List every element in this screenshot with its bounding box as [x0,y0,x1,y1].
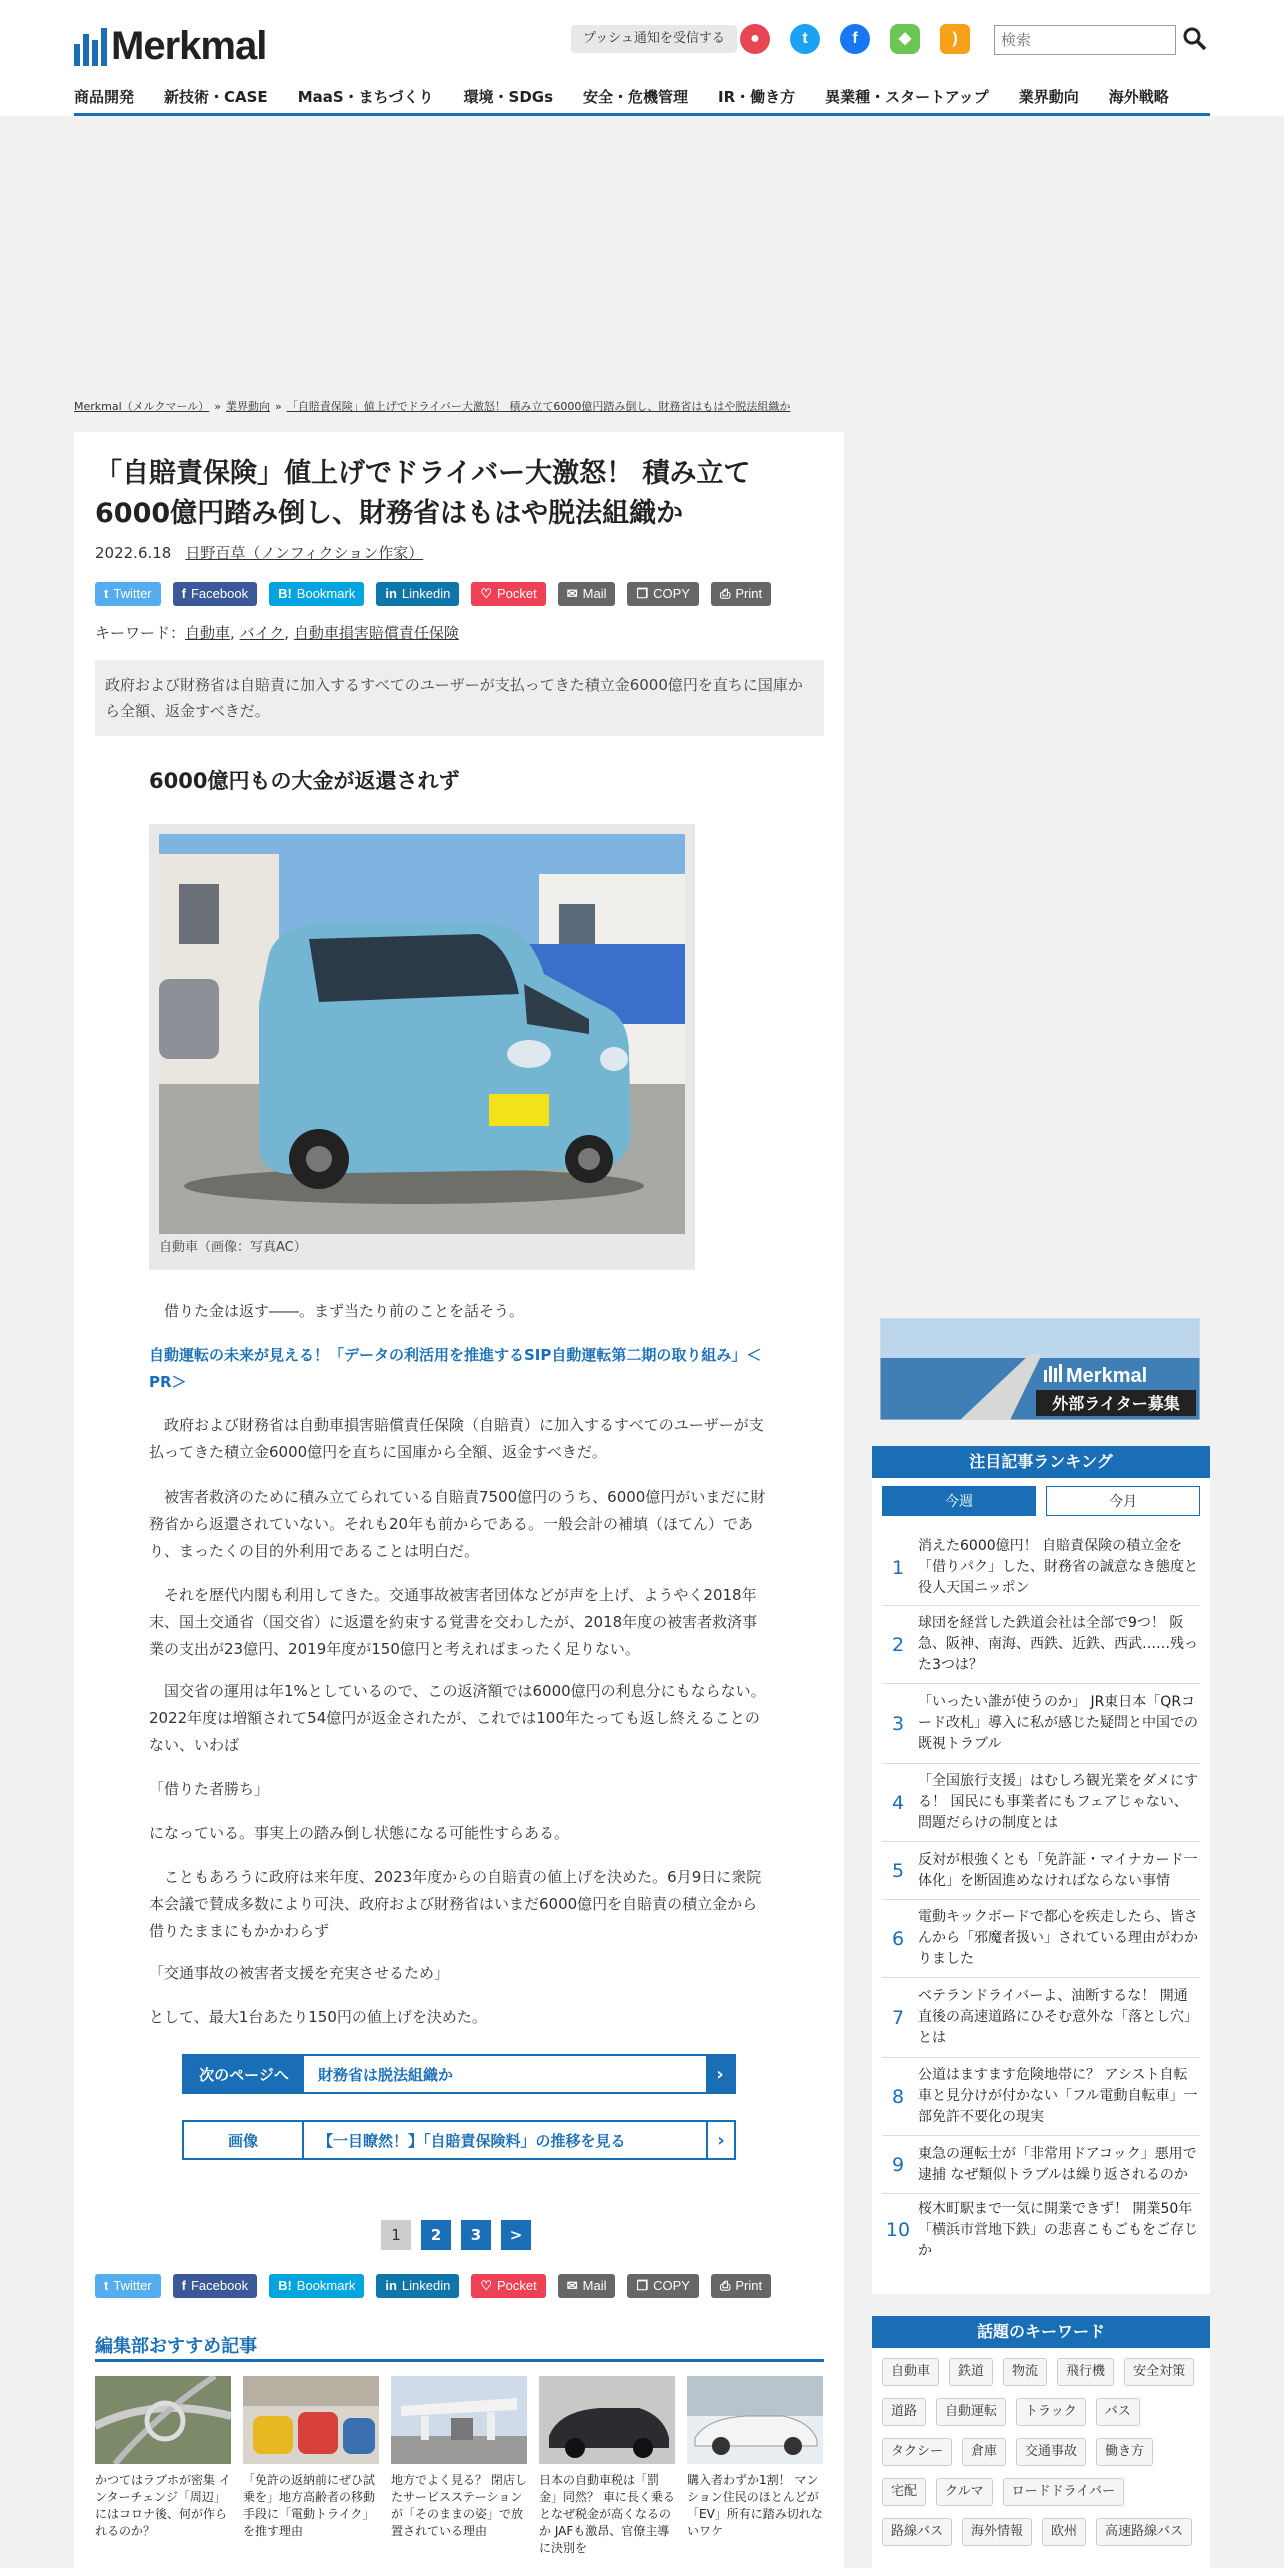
rank-number: 1 [891,1556,905,1579]
share-hatena-button[interactable]: B! Bookmark [269,2274,364,2298]
share-mail-button[interactable]: ✉ Mail [558,2274,616,2298]
image-label: 画像 [184,2122,304,2158]
recommended-title: 地方でよく見る？ 閉店したサービスステーションが「そのままの姿」で放置されている理由 [391,2473,527,2538]
body-paragraph: こともあろうに政府は来年度、2023年度からの自賠責の値上げを決めた。6月9日に衆院本会議で賛成多数により可決、政府および財務省はいまだ6000億円を自賠責の積立金から借りたままにもかかわらず [149,1868,762,1940]
keyword-tag[interactable]: 自動車 [882,2358,939,2386]
nav-item[interactable]: 安全・危機管理 [583,88,689,106]
keyword-tag[interactable]: 物流 [1003,2358,1047,2386]
keyword-link[interactable]: 自動車損害賠償責任保険 [293,624,459,642]
twitter-icon[interactable]: t [790,24,820,54]
ranking-title: 反対が根強くとも「免許証・マイナカード一体化」を断固進めなければならない事情 [918,1851,1198,1889]
share-pocket-button[interactable]: ♡ Pocket [471,582,545,606]
nav-item[interactable]: 新技術・CASE [164,88,268,106]
body-paragraph: 借りた金は返す――。まず当たり前のことを話そう。 [164,1302,525,1320]
keyword-tag[interactable]: 高速路線バス [1096,2518,1192,2546]
ranking-item[interactable] [882,2136,1200,2194]
keyword-link[interactable]: バイク [239,624,285,642]
copy-icon: ❐ [636,586,649,601]
share-print-button[interactable]: ⎙ Print [711,2274,771,2298]
ranking-item[interactable] [882,1900,1200,1978]
banner-logo-text: Merkmal [1066,1365,1148,1387]
keyword-tag[interactable]: 欧州 [1042,2518,1086,2546]
logo-bars-icon [74,28,107,66]
recommended-thumbnail [391,2376,527,2464]
keyword-tag[interactable]: バス [1096,2398,1140,2426]
keyword-list [882,2358,1202,2546]
body-quote: 「借りた者勝ち」 [149,1780,270,1798]
share-twitter-button[interactable]: t Twitter [95,2274,161,2298]
ranking-title: 電動キックボードで都心を疾走したら、皆さんから「邪魔者扱い」されている理由がわかりました [918,1909,1198,1967]
recommended-thumbnail [243,2376,379,2464]
chevron-right-icon: › [706,2056,734,2092]
hatena-icon: B! [278,586,292,601]
twitter-icon: t [104,2278,109,2293]
rank-number: 8 [891,2085,905,2108]
bell-icon[interactable]: ● [740,24,770,54]
print-icon: ⎙ [719,586,731,601]
ranking-title: 「全国旅行支援」はむしろ観光業をダメにする！ 国民にも事業者にもフェアじゃない、問題だらけの制度とは [918,1773,1198,1831]
rank-number: 9 [891,2153,905,2176]
next-page-button[interactable] [182,2054,736,2094]
rss-icon[interactable]: ) [940,24,970,54]
recommended-title: 日本の自動車税は「罰金」同然？ 車に長く乗るとなぜ税金が高くなるのか JAFも激昂、官僚主導に決別を [539,2473,675,2555]
mail-icon: ✉ [566,586,578,601]
recommended-item[interactable] [391,2376,527,2540]
share-linkedin-button[interactable]: in Linkedin [376,582,459,606]
ranking-item[interactable] [882,1606,1200,1684]
share-hatena-button[interactable]: B! Bookmark [269,582,364,606]
article-meta [95,542,423,563]
hatena-icon: B! [278,2278,292,2293]
push-notification-button[interactable]: プッシュ通知を受信する [571,25,737,53]
recommended-thumbnail [687,2376,823,2464]
breadcrumb-category[interactable]: 業界動向 [225,400,270,413]
ranking-title: 「いったい誰が使うのか」 JR東日本「QRコード改札」導入に私が感じた疑問と中国での既視トラブル [918,1694,1198,1752]
share-bar-bottom [95,2274,771,2298]
chevron-right-icon: › [706,2122,734,2158]
recommended-heading: 編集部おすすめ記事 [95,2332,824,2362]
share-copy-button[interactable]: ❐ COPY [627,2274,699,2298]
search-input[interactable] [994,25,1176,55]
mail-icon: ✉ [566,2278,578,2293]
ranking-item[interactable] [882,1764,1200,1842]
facebook-icon: f [181,2278,186,2293]
nav-item[interactable]: 環境・SDGs [463,88,554,106]
ranking-title: 消えた6000億円！ 自賠責保険の積立金を「借りパク」した、財務省の誠意なき態度と役人天国ニッポン [918,1538,1198,1596]
keyword-tag[interactable]: トラック [1016,2398,1086,2426]
keyword-tag[interactable]: 自動運転 [936,2398,1006,2426]
share-mail-button[interactable]: ✉ Mail [558,582,616,606]
body-paragraph: 政府および財務省は自動車損害賠償責任保険（自賠責）に加入するすべてのユーザーが支払ってきた積立金6000億円を直ちに国庫から全額、返金すべきだ。 [149,1416,764,1461]
article-photo [149,824,695,1270]
nav-item[interactable]: IR・働き方 [718,88,796,106]
pocket-icon: ♡ [480,586,492,601]
linkedin-icon: in [385,2278,397,2293]
breadcrumb-home[interactable]: Merkmal（メルクマール） [74,400,210,413]
banner-image [880,1318,1200,1420]
facebook-icon: f [181,586,186,601]
section-heading: 6000億円もの大金が返還されず [149,769,460,793]
keyword-link[interactable]: 自動車 [185,624,231,642]
share-facebook-button[interactable]: f Facebook [173,582,257,606]
keyword-tag[interactable]: 飛行機 [1057,2358,1114,2386]
recommended-item[interactable] [95,2376,231,2540]
ranking-item[interactable] [882,2194,1200,2266]
page-2[interactable]: 2 [421,2220,451,2250]
recommended-thumbnail [539,2376,675,2464]
article-date: 2022.6.18 [95,544,172,562]
keyword-tag[interactable]: 道路 [882,2398,926,2426]
rank-number: 5 [891,1859,905,1882]
article-title: 「自賠責保険」値上げでドライバー大激怒！ 積み立て6000億円踏み倒し、財務省はもはや脱法組織か [95,458,751,529]
article-author[interactable]: 日野百草（ノンフィクション作家） [185,544,424,562]
article-keywords: キーワード：自動車, バイク, 自動車損害賠償責任保険 [95,624,459,642]
global-nav [74,84,1210,116]
share-copy-button[interactable]: ❐ COPY [627,582,699,606]
twitter-icon: t [104,586,109,601]
linkedin-icon: in [385,586,397,601]
ranking-title: 東急の運転士が「非常用ドアコック」悪用で逮捕 なぜ類似トラブルは繰り返されるのか [918,2145,1197,2183]
keyword-tag[interactable]: 海外情報 [962,2518,1032,2546]
nav-item[interactable]: 商品開発 [74,88,135,106]
rank-number: 3 [891,1712,905,1735]
rank-number: 10 [885,2219,911,2241]
keyword-tag[interactable]: 倉庫 [962,2438,1006,2466]
nav-item[interactable]: 海外戦略 [1108,88,1169,106]
body-paragraph: それを歴代内閣も利用してきた。交通事故被害者団体などが声を上げ、ようやく2018年末、国土交通省（国交省）に返還を約束する覚書を交わしたが、2018年度の被害者救済事業の支出が23億円、2019年度が150億円と考えればまったく足りない。 [149,1586,758,1658]
next-page-label: 次のページへ [184,2056,304,2092]
page-3[interactable]: 3 [461,2220,491,2250]
nav-item[interactable]: MaaS・まちづくり [297,88,434,106]
site-logo[interactable] [74,22,266,66]
print-icon: ⎙ [719,2278,731,2293]
search-icon[interactable] [1182,26,1208,52]
page-next[interactable]: > [501,2220,531,2250]
ranking-title: 公道はますます危険地帯に？ アシスト自転車と見分けが付かない「フル電動自転車」一部免許不要化の現実 [918,2067,1198,2125]
nav-item[interactable]: 業界動向 [1018,88,1079,106]
recommended-thumbnail [95,2376,231,2464]
keyword-tag[interactable]: ロードドライバー [1003,2478,1124,2506]
keywords-heading: 話題のキーワード [872,2316,1210,2348]
rank-number: 7 [891,2006,905,2029]
facebook-icon[interactable]: f [840,24,870,54]
keyword-tag[interactable]: 安全対策 [1124,2358,1194,2386]
article [74,432,844,2568]
share-print-button[interactable]: ⎙ Print [711,582,771,606]
body-paragraph: になっている。事実上の踏み倒し状態になる可能性すらある。 [149,1824,570,1842]
tab-this-week[interactable]: 今週 [882,1486,1036,1516]
body-paragraph: として、最大1台あたり150円の値上げを決めた。 [149,2008,487,2026]
writer-recruit-banner[interactable] [880,1318,1200,1420]
rank-number: 2 [891,1633,905,1656]
recommended-item[interactable] [243,2376,379,2540]
pocket-icon: ♡ [480,2278,492,2293]
recommended-title: 「免許の返納前にぜひ試乗を」地方高齢者の移動手段に「電動トライク」を推す理由 [243,2473,376,2538]
breadcrumb-current[interactable]: 「自賠責保険」値上げでドライバー大激怒！ 積み立て6000億円踏み倒し、財務省はもはや脱法組織か [286,400,791,413]
keyword-tag[interactable]: 働き方 [1096,2438,1153,2466]
ranking-item[interactable] [882,1530,1200,1606]
keyword-tag[interactable]: 鉄道 [949,2358,993,2386]
keyword-cloud [872,2348,1210,2568]
car-photo [159,834,685,1234]
share-linkedin-button[interactable]: in Linkedin [376,2274,459,2298]
body-quote: 「交通事故の被害者支援を充実させるため」 [149,1964,450,1982]
site-header [0,0,1284,116]
article-lead: 政府および財務省は自賠責に加入するすべてのユーザーが支払ってきた積立金6000億円を直ちに国庫から全額、返金すべきだ。 [95,660,824,736]
rank-number: 6 [891,1927,905,1950]
keyword-tag[interactable]: 宅配 [882,2478,926,2506]
ranking-heading: 注目記事ランキング [872,1446,1210,1478]
recommended-title: かつてはラブホが密集 インターチェンジ「周辺」にはコロナ後、何が作られるのか？ [95,2473,231,2538]
keyword-tag[interactable]: 交通事故 [1016,2438,1086,2466]
recommended-item[interactable] [539,2376,675,2557]
image-gallery-button[interactable] [182,2120,736,2160]
feedly-icon[interactable]: ◆ [890,24,920,54]
pagination [381,2220,531,2250]
ranking-list [872,1478,1210,2294]
nav-item[interactable]: 異業種・スタートアップ [825,88,989,106]
recommended-title: 購入者わずか1割！ マンション住民のほとんどが「EV」所有に踏み切れないワケ [687,2473,823,2538]
recommended-item[interactable] [687,2376,823,2540]
tab-this-month[interactable]: 今月 [1046,1486,1200,1516]
ranking-item[interactable] [882,1978,1200,2058]
ranking-title: ベテランドライバーよ、油断するな！ 開通直後の高速道路にひそむ意外な「落とし穴」とは [918,1988,1198,2046]
copy-icon: ❐ [636,2278,649,2293]
photo-caption: 自動車（画像：写真AC） [159,1240,307,1255]
share-bar-top [95,582,771,606]
logo-text: Merkmal [111,24,267,68]
ranking-title: 桜木町駅まで一気に開業できず！ 開業50年「横浜市営地下鉄」の悲喜こもごもをご存じか [918,2200,1198,2259]
banner-text: 外部ライター募集 [1052,1394,1180,1413]
keyword-tag[interactable]: 路線バス [882,2518,952,2546]
keyword-tag[interactable]: クルマ [936,2478,993,2506]
rank-number: 4 [891,1791,905,1814]
ranking-tabs [882,1486,1200,1516]
ranking-item[interactable] [882,1842,1200,1900]
body-paragraph: 被害者救済のために積み立てられている自賠責7500億円のうち、6000億円がいまだに財務省から返還されていない。それも20年も前からである。一般会計の補填（ほてん）であり、まったくの目的外利用であることは明白だ。 [149,1488,766,1560]
ranking-item[interactable] [882,1684,1200,1764]
share-twitter-button[interactable]: t Twitter [95,582,161,606]
pr-link[interactable]: 自動運転の未来が見える！「データの利活用を推進するSIP自動運転第二期の取り組み」＜PR＞ [149,1346,762,1391]
body-paragraph: 国交省の運用は年1%としているので、この返済額では6000億円の利息分にもならない。2022年度は増額されて54億円が返金されたが、これでは100年たっても返し終えることのない、いわば [149,1682,766,1754]
ranking-title: 球団を経営した鉄道会社は全部で9つ！ 阪急、阪神、南海、西鉄、近鉄、西武……残った3つは？ [918,1615,1198,1673]
share-facebook-button[interactable]: f Facebook [173,2274,257,2298]
breadcrumb: Merkmal（メルクマール） » 業界動向 » 「自賠責保険」値上げでドライバー大激怒！ 積み立て6000億円踏み倒し、財務省はもはや脱法組織か [74,400,791,413]
page-1[interactable]: 1 [381,2220,411,2250]
keyword-tag[interactable]: タクシー [882,2438,952,2466]
share-pocket-button[interactable]: ♡ Pocket [471,2274,545,2298]
ranking-item[interactable] [882,2058,1200,2136]
image-link-title: 【一目瞭然！】「自賠責保険料」の推移を見る [318,2131,626,2150]
next-page-title: 財務省は脱法組織か [318,2065,454,2084]
